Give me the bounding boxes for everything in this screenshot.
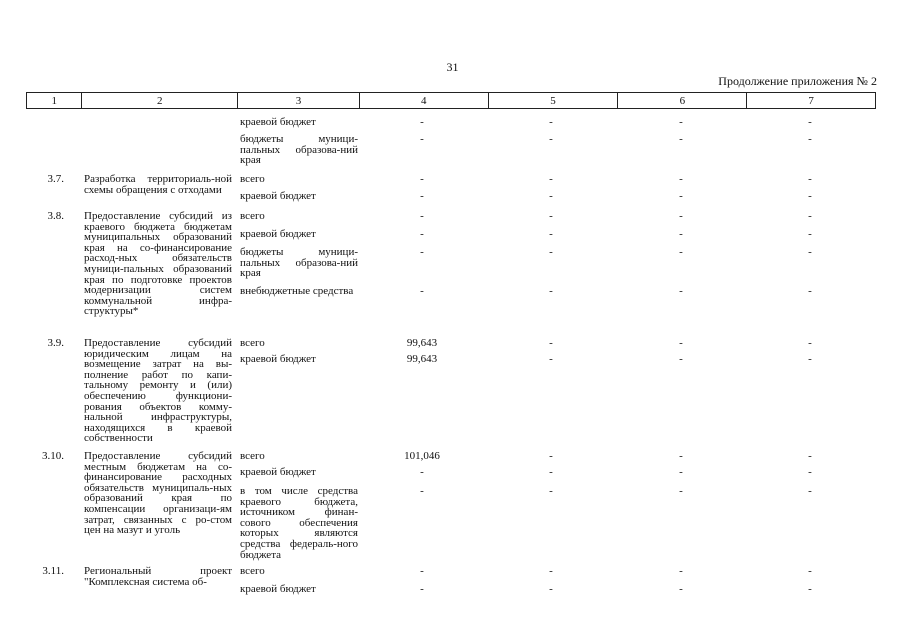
page-number: 31 (446, 60, 459, 74)
funding-source: всего (240, 450, 265, 462)
value-col-7: - (808, 210, 812, 222)
value-col-7: - (808, 285, 812, 297)
value-col-5: - (549, 466, 553, 478)
value-col-6: - (679, 190, 683, 202)
value-col-4: - (420, 133, 424, 145)
value-col-4: - (420, 190, 424, 202)
value-col-5: - (549, 583, 553, 595)
value-col-6: - (679, 583, 683, 595)
value-col-6: - (679, 246, 683, 258)
funding-source: краевой бюджет (240, 116, 316, 128)
value-col-4: - (420, 116, 424, 128)
funding-source: краевой бюджет (240, 353, 316, 365)
value-col-7: - (808, 466, 812, 478)
item-name: Региональный проект "Комплексная система об- (84, 565, 232, 588)
header-cell: 6 (618, 93, 747, 108)
value-col-7: - (808, 190, 812, 202)
table-header-row (26, 92, 876, 109)
table-row (26, 134, 876, 170)
value-col-5: - (549, 246, 553, 258)
value-col-5: - (549, 190, 553, 202)
funding-source: бюджеты муници-пальных образова-ний края (240, 133, 358, 167)
table-row (26, 354, 876, 390)
value-col-6: - (679, 466, 683, 478)
value-col-5: - (549, 228, 553, 240)
funding-source: бюджеты муници-пальных образова-ний края (240, 246, 358, 280)
value-col-6: - (679, 116, 683, 128)
value-col-6: - (679, 565, 683, 577)
header-cell: 2 (82, 93, 238, 108)
value-col-5: - (549, 173, 553, 185)
table-row (26, 584, 876, 620)
value-col-5: - (549, 565, 553, 577)
item-name: Предоставление субсидий из краевого бюджета бюджетам муниципальных образований края на со-финансирование расход-ных обязательств муници-пальных образований края по подготовке проектов модернизации систем коммунальной инфра-структуры* (84, 210, 232, 318)
value-col-6: - (679, 485, 683, 497)
funding-source: всего (240, 565, 265, 577)
value-col-7: - (808, 353, 812, 365)
funding-source: краевой бюджет (240, 583, 316, 595)
value-col-7: - (808, 133, 812, 145)
value-col-6: - (679, 228, 683, 240)
value-col-6: - (679, 353, 683, 365)
funding-source: всего (240, 210, 265, 222)
value-col-7: - (808, 583, 812, 595)
value-col-7: - (808, 228, 812, 240)
value-col-5: - (549, 337, 553, 349)
item-name: Разработка территориаль-ной схемы обращения с отходами (84, 173, 232, 196)
funding-source: всего (240, 173, 265, 185)
value-col-7: - (808, 337, 812, 349)
funding-source: в том числе средства краевого бюджета, источником финан-сового обеспечения которых являются средства федераль-ного бюджета (240, 485, 358, 561)
value-col-6: - (679, 285, 683, 297)
value-col-7: - (808, 450, 812, 462)
funding-source: краевой бюджет (240, 228, 316, 240)
appendix-caption: Продолжение приложения № 2 (718, 74, 877, 88)
funding-source: краевой бюджет (240, 190, 316, 202)
item-name: Предоставление субсидий местным бюджетам на со-финансирование расходных обязательств муниципаль-ных образований края по компенсации организаци-ям затрат, связанных с ро-стом цен на мазут и уголь (84, 450, 232, 537)
value-col-7: - (808, 173, 812, 185)
item-number: 3.11. (42, 565, 64, 577)
value-col-7: - (808, 485, 812, 497)
header-cell: 5 (489, 93, 619, 108)
header-cell: 7 (808, 94, 814, 107)
value-col-4: - (420, 485, 424, 497)
value-col-4: - (420, 228, 424, 240)
value-col-4: - (420, 466, 424, 478)
value-col-4: 99,643 (406, 353, 438, 365)
value-col-5: - (549, 353, 553, 365)
header-cell: 4 (360, 93, 489, 108)
item-number: 3.8. (47, 210, 64, 222)
value-col-4: - (420, 583, 424, 595)
table-row (26, 247, 876, 283)
table-row (26, 286, 876, 322)
value-col-5: - (549, 133, 553, 145)
value-col-4: - (420, 565, 424, 577)
header-cell: 1 (27, 93, 82, 108)
funding-source: краевой бюджет (240, 466, 316, 478)
item-number: 3.9. (47, 337, 64, 349)
value-col-7: - (808, 246, 812, 258)
value-col-4: - (420, 246, 424, 258)
value-col-6: - (679, 450, 683, 462)
value-col-4: 101,046 (404, 450, 440, 462)
value-col-7: - (808, 565, 812, 577)
value-col-6: - (679, 337, 683, 349)
value-col-4: - (420, 285, 424, 297)
item-number: 3.10. (42, 450, 64, 462)
value-col-7: - (808, 116, 812, 128)
value-col-5: - (549, 210, 553, 222)
item-name: Предоставление субсидий юридическим лицам на возмещение затрат на вы-полнение работ по капи-тальному ремонту и (или) обеспечению функциони-рования объектов комму-нальной инфраструктуры, находящихся в краевой собственности (84, 337, 232, 445)
value-col-6: - (679, 133, 683, 145)
value-col-5: - (549, 485, 553, 497)
funding-source: внебюджетные средства (240, 285, 354, 297)
header-cell: 3 (238, 93, 360, 108)
value-col-5: - (549, 116, 553, 128)
value-col-4: 99,643 (406, 337, 438, 349)
funding-source: всего (240, 337, 265, 349)
item-number: 3.7. (47, 173, 64, 185)
value-col-6: - (679, 173, 683, 185)
value-col-4: - (420, 173, 424, 185)
value-col-6: - (679, 210, 683, 222)
value-col-5: - (549, 450, 553, 462)
value-col-4: - (420, 210, 424, 222)
value-col-5: - (549, 285, 553, 297)
